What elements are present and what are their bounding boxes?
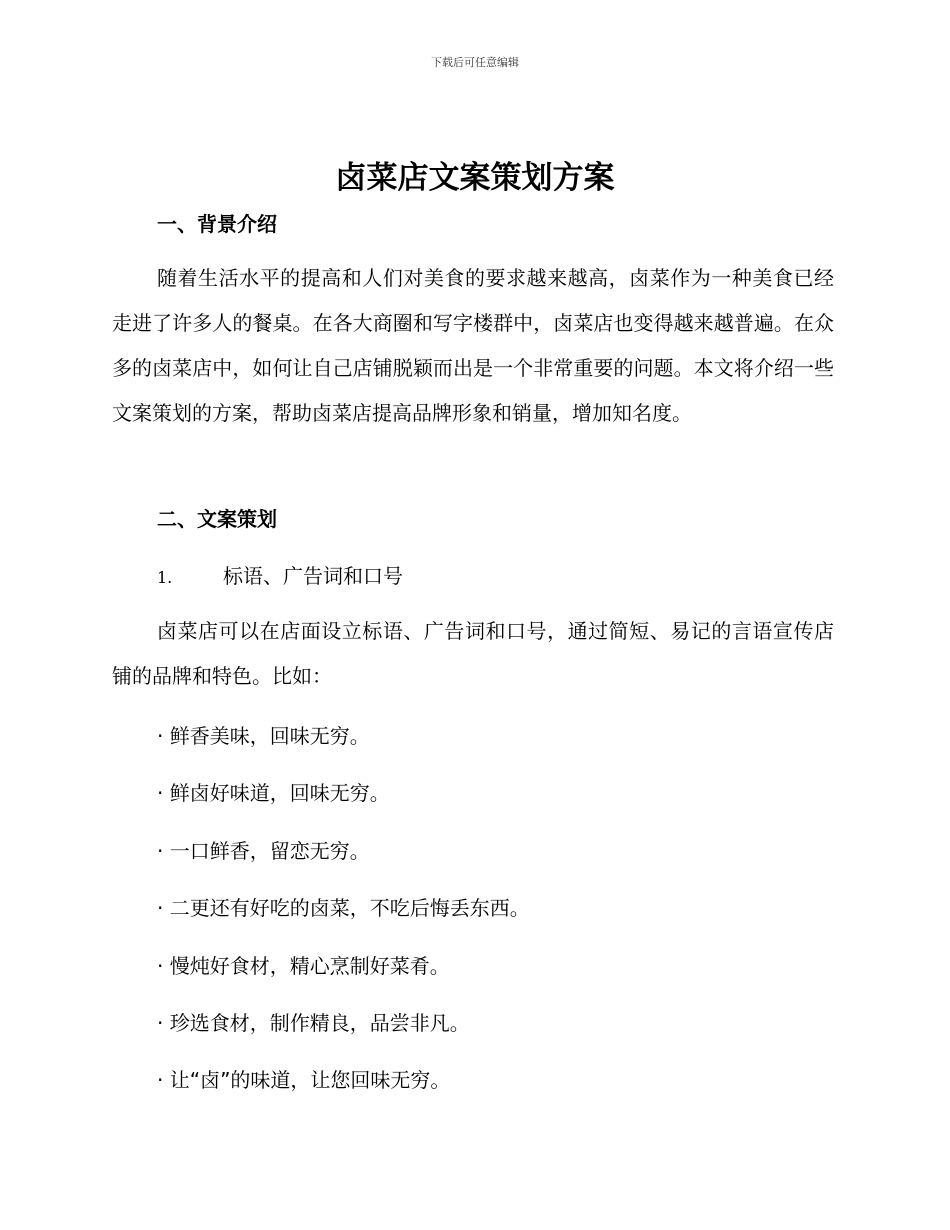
background-paragraph: 随着生活水平的提高和人们对美食的要求越来越高，卤菜作为一种美食已经走进了许多人的餐桌。在各大商圈和写字楼群中，卤菜店也变得越来越普遍。在众多的卤菜店中，如何让自己店铺脱颖而出是一个非常重要的问题。本文将介绍一些文案策划的方案，帮助卤菜店提高品牌形象和销量，增加知名度。 [112,266,834,425]
slogan-item: · 珍选食材，制作精良，品尝非凡。 [157,1011,470,1035]
slogan-item: · 慢炖好食材，精心烹制好菜肴。 [157,954,450,978]
slogan-item: · 二更还有好吃的卤菜，不吃后悔丢东西。 [157,896,530,920]
slogan-item: · 鲜香美味，回味无穷。 [157,724,370,748]
slogan-item: · 让“卤”的味道，让您回味无穷。 [157,1068,451,1092]
item-label: 标语、广告词和口号 [223,564,403,588]
slogan-intro-paragraph: 卤菜店可以在店面设立标语、广告词和口号，通过简短、易记的言语宣传店铺的品牌和特色。比如： [112,619,834,688]
numbered-item-slogans [157,560,403,589]
slogan-item: · 鲜卤好味道，回味无穷。 [157,781,390,805]
slogan-item: · 一口鲜香，留恋无穷。 [157,839,370,863]
section-heading-background: 一、背景介绍 [157,212,277,236]
section-heading-copywriting: 二、文案策划 [157,507,277,531]
document-title: 卤菜店文案策划方案 [335,160,615,196]
header-note: 下载后可任意编辑 [431,56,519,69]
item-number: 1. [157,568,173,587]
